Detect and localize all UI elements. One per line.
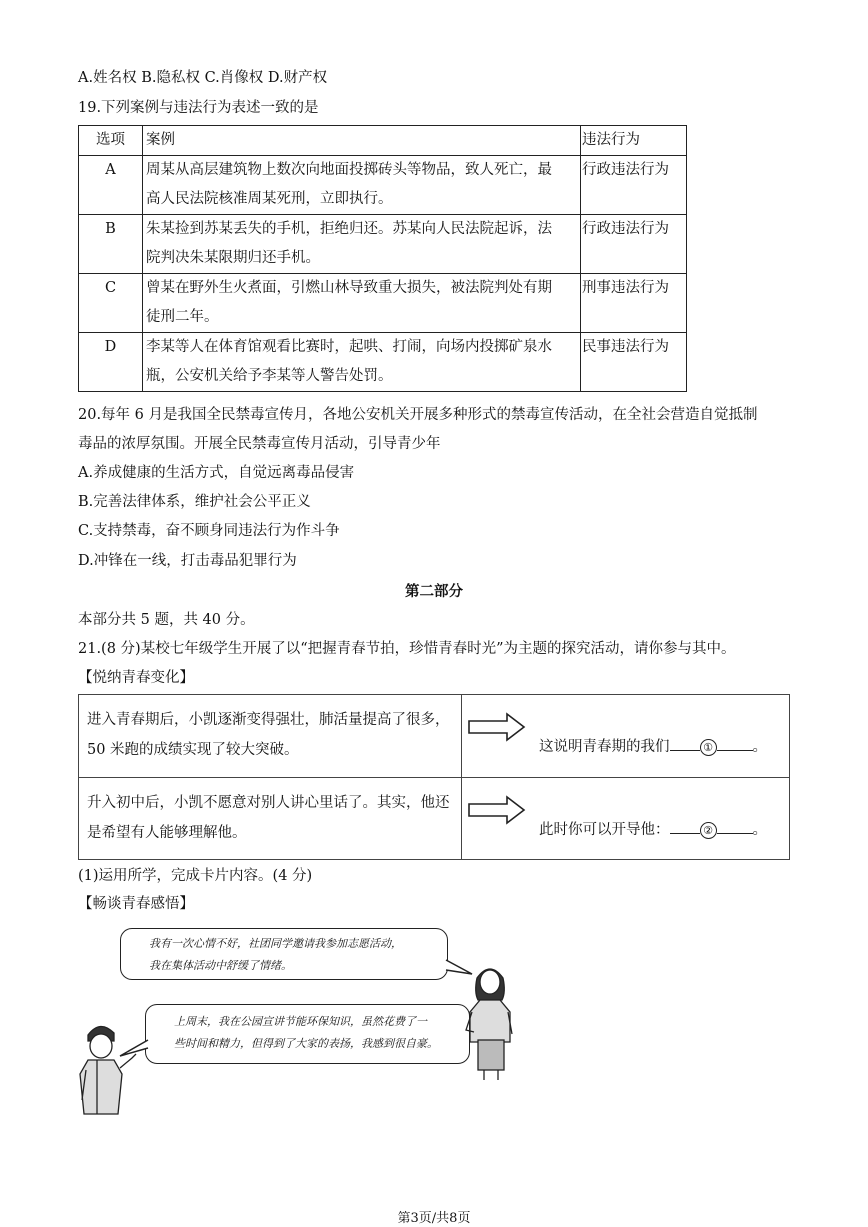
case-line: 高人民法院核准周某死刑，立即执行。 bbox=[146, 191, 393, 207]
row-option: A bbox=[79, 156, 143, 215]
header-option: 选项 bbox=[79, 126, 143, 156]
card-row-1 bbox=[79, 695, 789, 778]
case-line: 院判决朱某限期归还手机。 bbox=[146, 250, 320, 266]
part2-intro: 本部分共 5 题，共 40 分。 bbox=[78, 612, 255, 628]
row-violation: 民事违法行为 bbox=[581, 333, 687, 392]
row-case bbox=[143, 274, 581, 333]
q20-stem-line2: 毒品的浓厚氛围。开展全民禁毒宣传月活动，引导青少年 bbox=[78, 436, 441, 452]
q21-sub1: (1)运用所学，完成卡片内容。(4 分) bbox=[78, 868, 313, 884]
q19-stem: 19.下列案例与违法行为表述一致的是 bbox=[78, 100, 319, 116]
card1-prefix: 这说明青春期的我们 bbox=[539, 739, 670, 755]
q21-stem: 21.(8 分)某校七年级学生开展了以“把握青春节拍，珍惜青春时光”为主题的探究活动，请你参与其中。 bbox=[78, 641, 736, 657]
boy-figure-icon bbox=[80, 1026, 136, 1114]
bubble-line: 上周末，我在公园宣讲节能环保知识，虽然花费了一 bbox=[174, 1015, 427, 1028]
bubble-line: 我在集体活动中舒缓了情绪。 bbox=[149, 959, 292, 972]
girl-figure-icon bbox=[466, 969, 512, 1080]
table-row bbox=[79, 274, 687, 333]
answer-blank[interactable] bbox=[670, 736, 700, 751]
table-header-row bbox=[79, 126, 687, 156]
card1-text: 进入青春期后，小凯逐渐变得强壮，肺活量提高了很多，50 米跑的成绩实现了较大突破。 bbox=[87, 712, 450, 758]
card2-prefix: 此时你可以开导他： bbox=[539, 822, 670, 838]
case-line: 李某等人在体育馆观看比赛时，起哄、打闹，向场内投掷矿泉水 bbox=[146, 339, 552, 355]
row-violation: 刑事违法行为 bbox=[581, 274, 687, 333]
row-case bbox=[143, 156, 581, 215]
row-violation: 行政违法行为 bbox=[581, 215, 687, 274]
case-line: 周某从高层建筑物上数次向地面投掷砖头等物品，致人死亡，最 bbox=[146, 162, 552, 178]
section-heading-1: 【悦纳青春变化】 bbox=[78, 670, 194, 686]
card2-text: 升入初中后，小凯不愿意对别人讲心里话了。其实，他还是希望有人能够理解他。 bbox=[87, 795, 450, 841]
blank-number: ② bbox=[700, 822, 717, 839]
card2-answer bbox=[539, 818, 767, 839]
answer-blank[interactable] bbox=[670, 819, 700, 834]
row-option: B bbox=[79, 215, 143, 274]
period: 。 bbox=[752, 822, 767, 838]
q20-stem-line1: 20.每年 6 月是我国全民禁毒宣传月，各地公安机关开展多种形式的禁毒宣传活动，在全社会营造自觉抵制 bbox=[78, 407, 758, 423]
q19-table bbox=[78, 125, 687, 392]
bubble-line: 些时间和精力，但得到了大家的表扬，我感到很自豪。 bbox=[174, 1037, 438, 1050]
period: 。 bbox=[752, 739, 767, 755]
blank-number: ① bbox=[700, 739, 717, 756]
header-violation: 违法行为 bbox=[581, 126, 687, 156]
table-row bbox=[79, 156, 687, 215]
bubble-line: 我有一次心情不好，社团同学邀请我参加志愿活动， bbox=[149, 937, 402, 950]
card-row-2 bbox=[79, 778, 789, 860]
q21-cards bbox=[78, 694, 790, 860]
table-row bbox=[79, 215, 687, 274]
row-option: D bbox=[79, 333, 143, 392]
answer-blank[interactable] bbox=[717, 736, 753, 751]
page-footer: 第3页/共8页 bbox=[397, 1211, 471, 1226]
arrow-right-icon bbox=[467, 712, 527, 742]
q20-option-c: C.支持禁毒，奋不顾身同违法行为作斗争 bbox=[78, 523, 340, 539]
q20-option-b: B.完善法律体系，维护社会公平正义 bbox=[78, 494, 311, 510]
row-option: C bbox=[79, 274, 143, 333]
case-line: 朱某捡到苏某丢失的手机，拒绝归还。苏某向人民法院起诉，法 bbox=[146, 221, 552, 237]
case-line: 徒刑二年。 bbox=[146, 309, 219, 325]
row-case bbox=[143, 215, 581, 274]
q18-options: A.姓名权 B.隐私权 C.肖像权 D.财产权 bbox=[78, 70, 328, 86]
case-line: 曾某在野外生火煮面，引燃山林导致重大损失，被法院判处有期 bbox=[146, 280, 552, 296]
row-case bbox=[143, 333, 581, 392]
arrow-right-icon bbox=[467, 795, 527, 825]
case-line: 瓶，公安机关给予李某等人警告处罚。 bbox=[146, 368, 393, 384]
illustration-figures bbox=[0, 920, 868, 1120]
q20-option-a: A.养成健康的生活方式，自觉远离毒品侵害 bbox=[78, 465, 355, 481]
part2-title: 第二部分 bbox=[405, 583, 463, 600]
card1-answer bbox=[539, 735, 767, 756]
row-violation: 行政违法行为 bbox=[581, 156, 687, 215]
header-case: 案例 bbox=[143, 126, 581, 156]
answer-blank[interactable] bbox=[717, 819, 753, 834]
section-heading-2: 【畅谈青春感悟】 bbox=[78, 896, 194, 912]
q20-option-d: D.冲锋在一线，打击毒品犯罪行为 bbox=[78, 553, 297, 569]
table-row bbox=[79, 333, 687, 392]
